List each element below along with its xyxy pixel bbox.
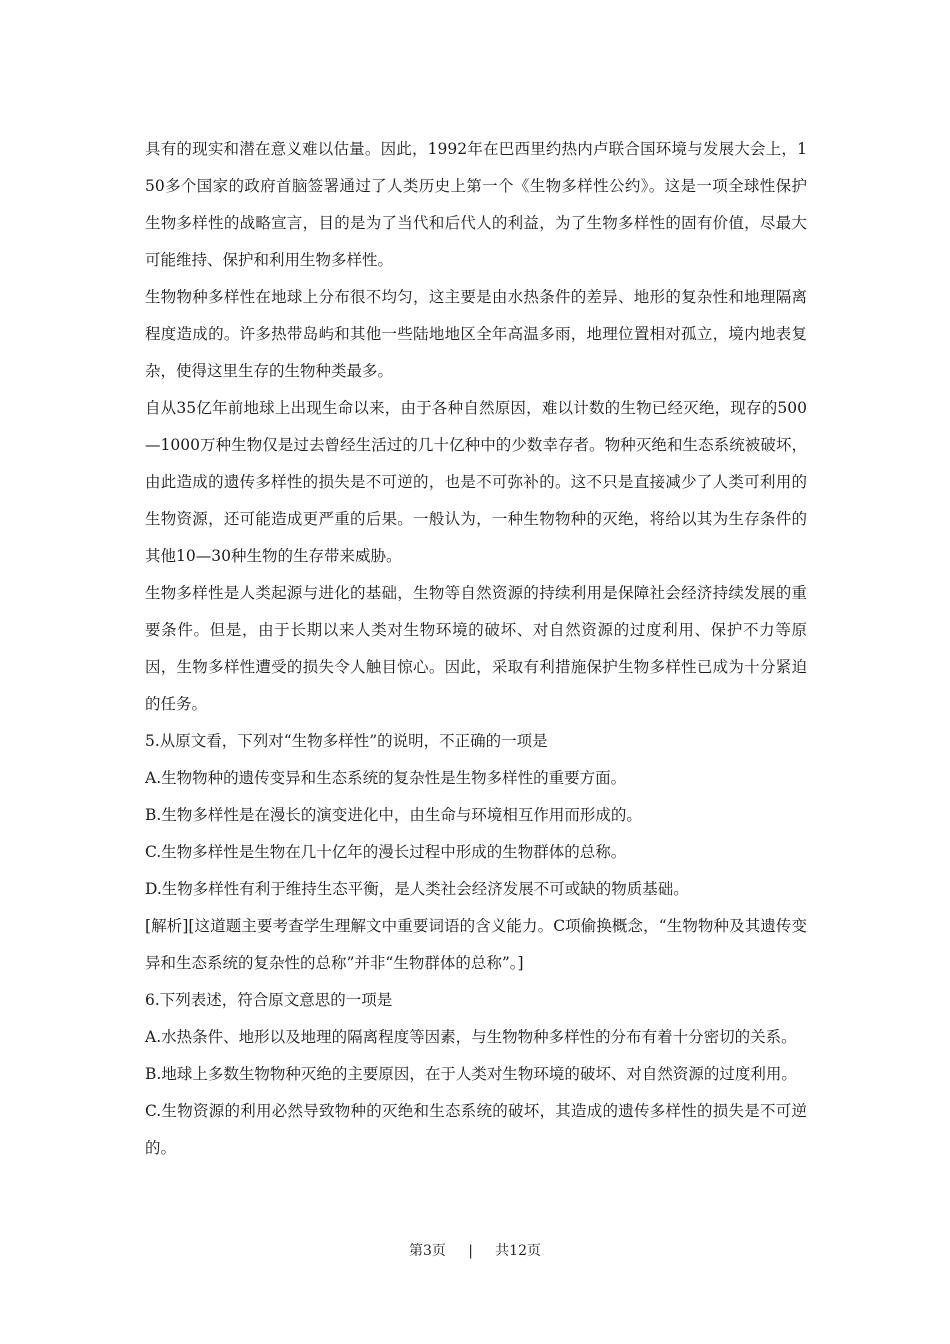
question-5-stem: 5.从原文看，下列对“生物多样性”的说明，不正确的一项是 [145,732,548,750]
question-6-option-c: C.生物资源的利用必然导致物种的灭绝和生态系统的破坏，其造成的遗传多样性的损失是不可逆的。 [145,1102,807,1157]
question-5-option-d: D.生物多样性有利于维持生态平衡，是人类社会经济发展不可或缺的物质基础。 [145,880,689,898]
question-5-analysis: [解析][这道题主要考查学生理解文中重要词语的含义能力。C项偷换概念，“生物物种及其遗传变异和生态系统的复杂性的总称”并非“生物群体的总称”。] [145,917,807,972]
paragraph: 生物多样性是人类起源与进化的基础，生物等自然资源的持续利用是保障社会经济持续发展的重要条件。但是，由于长期以来人类对生物环境的破坏、对自然资源的过度利用、保护不力等原因，生物多样性遭受的损失令人触目惊心。因此，采取有利措施保护生物多样性已成为十分紧迫的任务。 [145,584,807,713]
question-5-option-b: B.生物多样性是在漫长的演变进化中，由生命与环境相互作用而形成的。 [145,806,642,824]
current-page-number: 第3页 [409,1243,446,1259]
paragraph: 自从35亿年前地球上出现生命以来，由于各种自然原因，难以计数的生物已经灭绝，现存的500—1000万种生物仅是过去曾经生活过的几十亿种中的少数幸存者。物种灭绝和生态系统被破坏，由此造成的遗传多样性的损失是不可逆的，也是不可弥补的。这不只是直接减少了人类可利用的生物资源，还可能造成更严重的后果。一般认为，一种生物物种的灭绝，将给以其为生存条件的其他10—30种生物的生存带来威胁。 [145,399,807,565]
document-body [145,131,807,1167]
question-5-option-a: A.生物物种的遗传变异和生态系统的复杂性是生物多样性的重要方面。 [145,769,627,787]
paragraph: 生物物种多样性在地球上分布很不均匀，这主要是由水热条件的差异、地形的复杂性和地理隔离程度造成的。许多热带岛屿和其他一些陆地地区全年高温多雨，地理位置相对孤立，境内地表复杂，使得这里生存的生物种类最多。 [145,288,807,380]
question-6-option-b: B.地球上多数生物物种灭绝的主要原因，在于人类对生物环境的破坏、对自然资源的过度利用。 [145,1065,797,1083]
question-6-stem: 6.下列表述，符合原文意思的一项是 [145,991,393,1009]
footer-separator: | [468,1243,473,1259]
question-5-option-c: C.生物多样性是生物在几十亿年的漫长过程中形成的生物群体的总称。 [145,843,627,861]
total-pages: 共12页 [495,1243,541,1259]
paragraph: 具有的现实和潜在意义难以估量。因此，1992年在巴西里约热内卢联合国环境与发展大会上，150多个国家的政府首脑签署通过了人类历史上第一个《生物多样性公约》。这是一项全球性保护生物多样性的战略宣言，目的是为了当代和后代人的利益，为了生物多样性的固有价值，尽最大可能维持、保护和利用生物多样性。 [145,140,807,269]
page-footer [0,1240,950,1260]
question-6-option-a: A.水热条件、地形以及地理的隔离程度等因素，与生物物种多样性的分布有着十分密切的关系。 [145,1028,797,1046]
